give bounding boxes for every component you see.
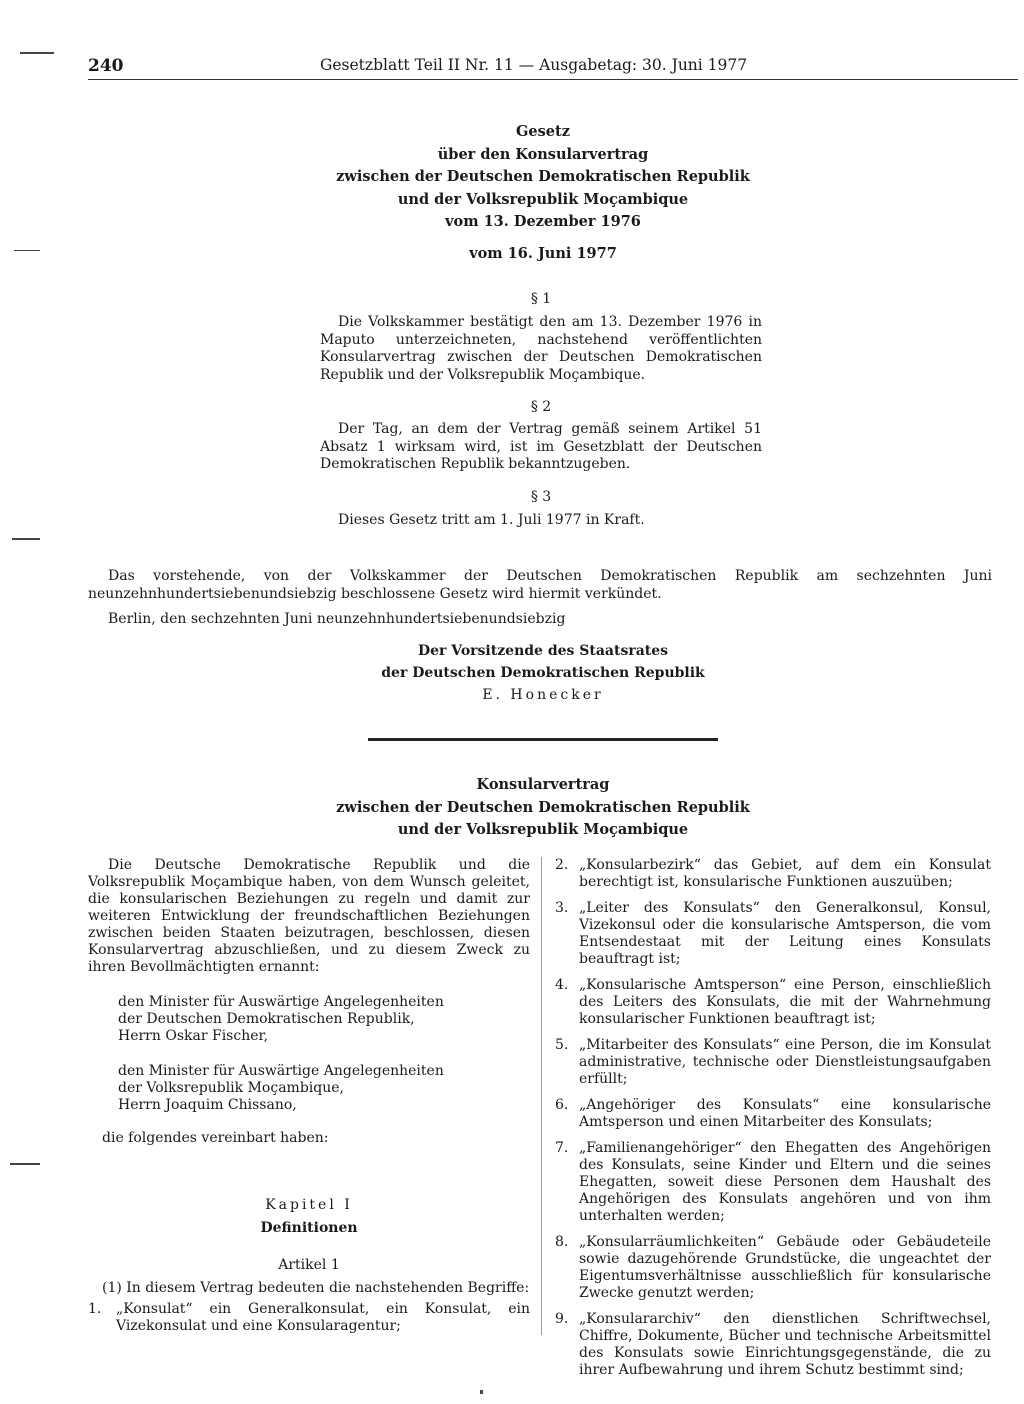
definition-item xyxy=(88,1301,530,1335)
right-column xyxy=(555,857,991,1388)
definition-item xyxy=(555,1097,991,1131)
scan-mark xyxy=(10,1163,40,1165)
party-line: Herrn Joaquim Chissano, xyxy=(118,1097,297,1113)
article-heading: Artikel 1 xyxy=(278,1257,340,1273)
definition-item xyxy=(555,1140,991,1225)
plenipotentiary-1 xyxy=(118,994,530,1045)
definition-item xyxy=(555,1311,991,1379)
section-text-1: Die Volkskammer bestätigt den am 13. Dezember 1976 in Maputo unterzeichneten, nachstehend veröffentlichten Konsularvertrag zwischen der Deutschen Demokratischen Republik und der Volksrepublik Moçambique. xyxy=(320,314,762,383)
law-title-line: und der Volksrepublik Moçambique xyxy=(397,190,689,208)
plenipotentiary-2 xyxy=(118,1063,530,1114)
definition-text: „Angehöriger des Konsulats“ eine konsularische Amtsperson und einen Mitarbeiter des Konsulats; xyxy=(579,1097,991,1130)
law-title-line: zwischen der Deutschen Demokratischen Republik xyxy=(336,168,750,185)
definition-item xyxy=(555,900,991,968)
definition-number: 7. xyxy=(555,1140,569,1156)
definition-item xyxy=(555,977,991,1028)
section-divider xyxy=(368,738,718,741)
definition-item xyxy=(555,857,991,891)
chapter-name: Definitionen xyxy=(260,1220,358,1236)
scan-mark xyxy=(14,250,40,251)
party-line: der Volksrepublik Moçambique, xyxy=(118,1080,344,1096)
header-rule xyxy=(88,79,1018,80)
definition-text: „Konsulararchiv“ den dienstlichen Schriftwechsel, Chiffre, Dokumente, Bücher und technische Arbeitsmittel des Konsulats sowie Einrichtungsgegenstände, die zu ihrer Aufbewahrung und ihrem Schutz bestimmt sind; xyxy=(579,1311,991,1378)
treaty-title-line: Konsularvertrag xyxy=(476,776,610,793)
signature-title-2: der Deutschen Demokratischen Republik xyxy=(381,665,705,681)
definition-text: „Konsularräumlichkeiten“ Gebäude oder Gebäudeteile sowie dazugehörende Grundstücke, die ungeachtet der Eigentumsverhältnisse ausschließlich für konsularische Zwecke genutzt werden; xyxy=(579,1234,991,1301)
treaty-title xyxy=(300,774,786,842)
treaty-preamble: Die Deutsche Demokratische Republik und die Volksrepublik Moçambique haben, von dem Wunsch geleitet, die konsularischen Beziehungen zu regeln und damit zur weiteren Entwicklung der freundschaftlichen Beziehungen zwischen beiden Staaten beizutragen, beschlossen, diesen Konsularvertrag abzuschließen, und zu diesem Zweck zu ihren Bevollmächtigten ernannt: xyxy=(88,857,530,975)
definition-number: 5. xyxy=(555,1037,569,1053)
law-title-line: Gesetz xyxy=(516,123,570,140)
definition-number: 9. xyxy=(555,1311,569,1327)
section-heading-1: § 1 xyxy=(530,291,552,307)
treaty-title-line: zwischen der Deutschen Demokratischen Republik xyxy=(336,798,750,816)
section-heading-2: § 2 xyxy=(530,399,552,415)
definition-text: „Familienangehöriger“ den Ehegatten des Angehörigen des Konsulats, seine Kinder und Eltern und die seines Ehegatten, soweit diese Personen dem Haushalt des Angehörigen des Konsulats angehören und von ihm unterhalten werden; xyxy=(579,1140,991,1224)
definition-number: 4. xyxy=(555,977,569,993)
column-divider xyxy=(541,857,542,1335)
signature-title-1: Der Vorsitzende des Staatsrates xyxy=(417,643,669,659)
left-column xyxy=(88,857,530,1344)
law-title xyxy=(300,121,786,234)
section-text-2: Der Tag, an dem der Vertrag gemäß seinem Artikel 51 Absatz 1 wirksam wird, ist im Gesetzblatt der Deutschen Demokratischen Republik bekanntzugeben. xyxy=(320,421,762,472)
law-title-line: über den Konsularvertrag xyxy=(437,145,649,163)
law-title-line: vom 13. Dezember 1976 xyxy=(445,213,641,230)
page-header xyxy=(88,56,752,78)
definition-text: „Konsulat“ ein Generalkonsulat, ein Konsulat, ein Vizekonsulat und eine Konsularagentur; xyxy=(116,1301,530,1334)
scan-mark xyxy=(12,538,40,540)
section-heading-3: § 3 xyxy=(530,489,552,505)
section-text-3: Dieses Gesetz tritt am 1. Juli 1977 in Kraft. xyxy=(338,512,645,528)
definition-text: „Konsularbezirk“ das Gebiet, auf dem ein Konsulat berechtigt ist, konsularische Funktionen auszuüben; xyxy=(579,857,991,890)
agreed-line: die folgendes vereinbart haben: xyxy=(102,1130,329,1146)
scan-mark xyxy=(480,1390,483,1394)
gazette-title: Gesetzblatt Teil II Nr. 11 — Ausgabetag: 30. Juni 1977 xyxy=(320,56,748,74)
definition-number: 6. xyxy=(555,1097,569,1113)
definition-text: „Leiter des Konsulats“ den Generalkonsul, Konsul, Vizekonsul oder die konsularische Amtsperson, die vom Entsendestaat mit der Leitung eines Konsulats beauftragt ist; xyxy=(579,900,991,967)
party-line: den Minister für Auswärtige Angelegenheiten xyxy=(118,1063,444,1079)
page-number: 240 xyxy=(88,56,124,76)
article-intro: (1) In diesem Vertrag bedeuten die nachstehenden Begriffe: xyxy=(102,1280,530,1296)
party-line: den Minister für Auswärtige Angelegenheiten xyxy=(118,994,444,1010)
definition-number: 3. xyxy=(555,900,569,916)
promulgation-text: Das vorstehende, von der Volkskammer der Deutschen Demokratischen Republik am sechzehnten Juni neunzehnhundertsiebenundsiebzig beschlossene Gesetz wird hiermit verkündet. xyxy=(88,568,992,602)
party-line: der Deutschen Demokratischen Republik, xyxy=(118,1011,415,1027)
scan-mark xyxy=(20,52,54,54)
definition-text: „Mitarbeiter des Konsulats“ eine Person, die im Konsulat administrative, technische oder Dienstleistungsaufgaben erfüllt; xyxy=(579,1037,991,1087)
definition-text: „Konsularische Amtsperson“ eine Person, einschließlich des Leiters des Konsulats, die mit der Wahrnehmung konsularischer Funktionen beauftragt ist; xyxy=(579,977,991,1027)
definition-number: 8. xyxy=(555,1234,569,1250)
law-date: vom 16. Juni 1977 xyxy=(469,245,617,262)
party-line: Herrn Oskar Fischer, xyxy=(118,1028,269,1044)
chapter-heading: Kapitel I xyxy=(265,1197,353,1213)
definition-number: 2. xyxy=(555,857,569,873)
place-date: Berlin, den sechzehnten Juni neunzehnhundertsiebenundsiebzig xyxy=(108,611,566,627)
signature-block xyxy=(300,640,786,706)
treaty-title-line: und der Volksrepublik Moçambique xyxy=(397,821,689,838)
definition-item xyxy=(555,1234,991,1302)
signature-name: E. Honecker xyxy=(482,687,604,703)
definition-number: 1. xyxy=(88,1301,102,1317)
definition-item xyxy=(555,1037,991,1088)
